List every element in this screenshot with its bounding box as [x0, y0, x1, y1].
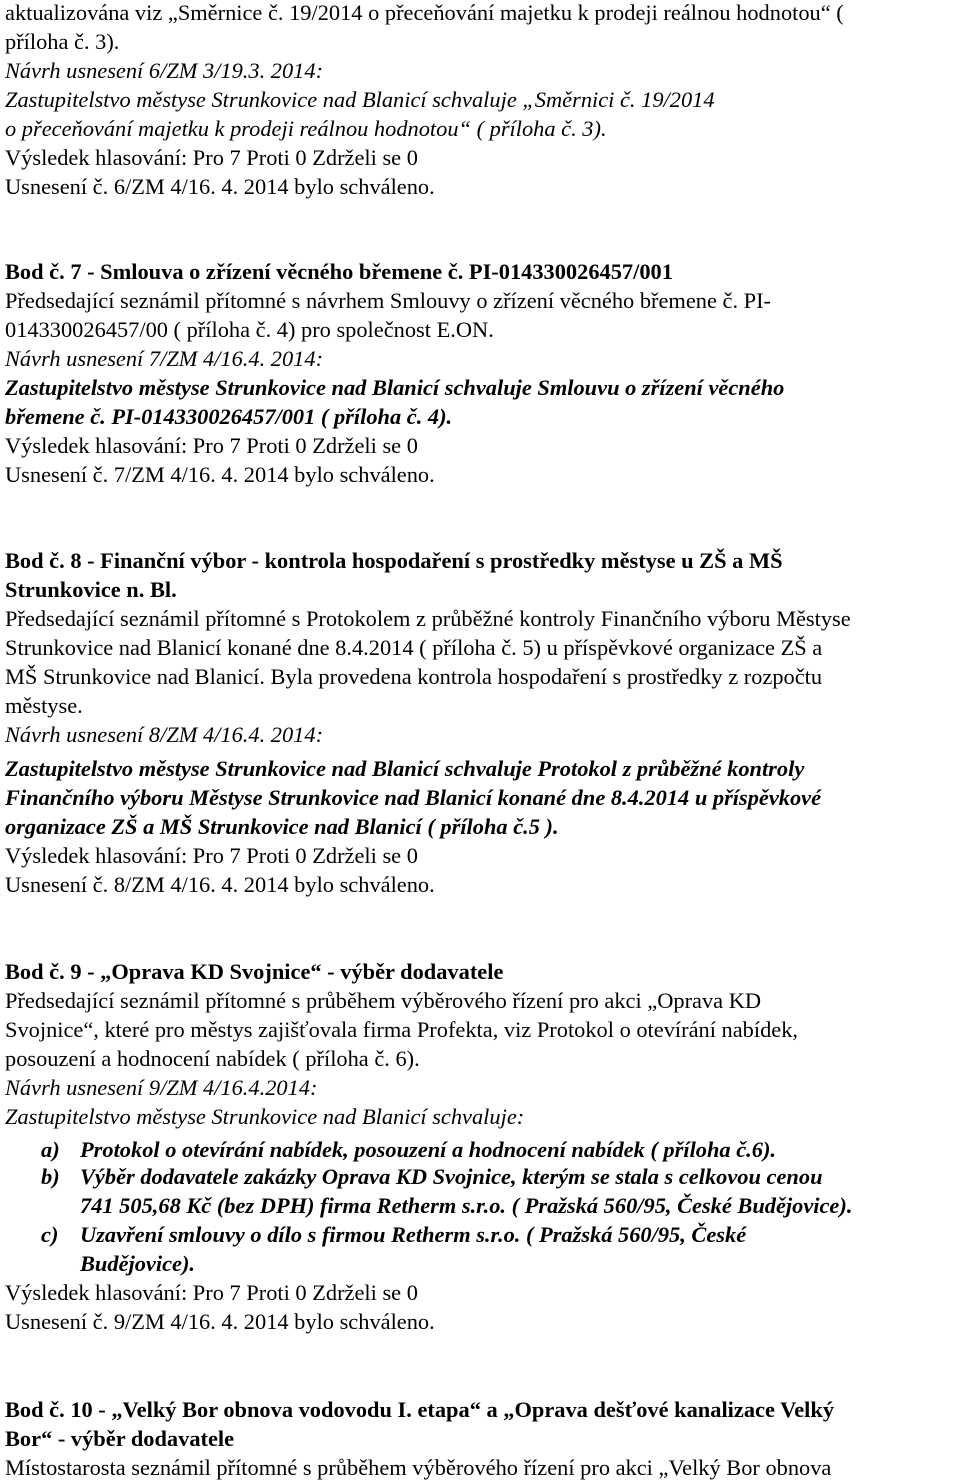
- vote-result: Výsledek hlasování: Pro 7 Proti 0 Zdrželi se 0: [5, 1280, 418, 1305]
- list-item-label: a): [41, 1137, 60, 1162]
- section-heading-bod-8-cont: Strunkovice n. Bl.: [5, 577, 177, 602]
- vote-result: Výsledek hlasování: Pro 7 Proti 0 Zdrželi se 0: [5, 843, 418, 868]
- section-heading-bod-8: Bod č. 8 - Finanční výbor - kontrola hospodaření s prostředky městyse u ZŠ a MŠ: [5, 548, 783, 573]
- section-heading-bod-10-cont: Bor“ - výběr dodavatele: [5, 1426, 235, 1451]
- body-text-line: MŠ Strunkovice nad Blanicí. Byla provedena kontrola hospodaření s prostředky z rozpočtu: [5, 664, 823, 689]
- list-item-text-cont: 741 505,68 Kč (bez DPH) firma Retherm s.r.o. ( Pražská 560/95, České Budějovice).: [80, 1193, 853, 1218]
- resolution-draft-title: Návrh usnesení 6/ZM 3/19.3. 2014:: [5, 58, 324, 83]
- resolution-text-line: Zastupitelstvo městyse Strunkovice nad Blanicí schvaluje „Směrnici č. 19/2014: [5, 87, 715, 112]
- section-heading-bod-9: Bod č. 9 - „Oprava KD Svojnice“ - výběr dodavatele: [5, 959, 504, 984]
- body-text-line: aktualizována viz „Směrnice č. 19/2014 o přeceňování majetku k prodeji reálnou hodnotou“ (: [5, 0, 844, 25]
- resolution-text-line: o přeceňování majetku k prodeji reálnou hodnotou“ ( příloha č. 3).: [5, 116, 607, 141]
- resolution-draft-title: Návrh usnesení 9/ZM 4/16.4.2014:: [5, 1075, 318, 1100]
- resolution-text-line: břemene č. PI-014330026457/001 ( příloha č. 4).: [5, 404, 453, 429]
- list-item-label: c): [41, 1222, 59, 1247]
- body-text-line: posouzení a hodnocení nabídek ( příloha č. 6).: [5, 1046, 420, 1071]
- body-text-line: městyse.: [5, 693, 83, 718]
- list-item-label: b): [41, 1164, 60, 1189]
- resolution-text-line: Zastupitelstvo městyse Strunkovice nad Blanicí schvaluje Protokol z průběžné kontroly: [5, 756, 805, 781]
- vote-result: Výsledek hlasování: Pro 7 Proti 0 Zdrželi se 0: [5, 145, 418, 170]
- resolution-text-line: organizace ZŠ a MŠ Strunkovice nad Blanicí ( příloha č.5 ).: [5, 814, 559, 839]
- resolution-draft-title: Návrh usnesení 8/ZM 4/16.4. 2014:: [5, 722, 324, 747]
- section-heading-bod-10: Bod č. 10 - „Velký Bor obnova vodovodu I. etapa“ a „Oprava dešťové kanalizace Velký: [5, 1397, 835, 1422]
- resolution-draft-title: Návrh usnesení 7/ZM 4/16.4. 2014:: [5, 346, 324, 371]
- resolution-text-line: Zastupitelstvo městyse Strunkovice nad Blanicí schvaluje Smlouvu o zřízení věcného: [5, 375, 785, 400]
- resolution-approved: Usnesení č. 8/ZM 4/16. 4. 2014 bylo schváleno.: [5, 872, 435, 897]
- list-item-text: Protokol o otevírání nabídek, posouzení a hodnocení nabídek ( příloha č.6).: [80, 1137, 777, 1162]
- body-text-line: Předsedající seznámil přítomné s průběhem výběrového řízení pro akci „Oprava KD: [5, 988, 762, 1013]
- resolution-intro: Zastupitelstvo městyse Strunkovice nad Blanicí schvaluje:: [5, 1104, 525, 1129]
- list-item-text: Výběr dodavatele zakázky Oprava KD Svojnice, kterým se stala s celkovou cenou: [80, 1164, 823, 1189]
- resolution-approved: Usnesení č. 7/ZM 4/16. 4. 2014 bylo schváleno.: [5, 462, 435, 487]
- body-text-line: Předsedající seznámil přítomné s návrhem Smlouvy o zřízení věcného břemene č. PI-: [5, 288, 772, 313]
- body-text-line: příloha č. 3).: [5, 29, 120, 54]
- resolution-text-line: Finančního výboru Městyse Strunkovice nad Blanicí konané dne 8.4.2014 u příspěvkové: [5, 785, 822, 810]
- resolution-approved: Usnesení č. 9/ZM 4/16. 4. 2014 bylo schváleno.: [5, 1309, 435, 1334]
- body-text-line: Strunkovice nad Blanicí konané dne 8.4.2014 ( příloha č. 5) u příspěvkové organizace ZŠ a: [5, 635, 823, 660]
- body-text-line: Předsedající seznámil přítomné s Protokolem z průběžné kontroly Finančního výboru Městyse: [5, 606, 851, 631]
- section-heading-bod-7: Bod č. 7 - Smlouva o zřízení věcného břemene č. PI-014330026457/001: [5, 259, 673, 284]
- body-text-line: Svojnice“, které pro městys zajišťovala firma Profekta, viz Protokol o otevírání nabídek,: [5, 1017, 799, 1042]
- list-item-text: Uzavření smlouvy o dílo s firmou Retherm s.r.o. ( Pražská 560/95, České: [80, 1222, 747, 1247]
- body-text-line: 014330026457/00 ( příloha č. 4) pro společnost E.ON.: [5, 317, 494, 342]
- vote-result: Výsledek hlasování: Pro 7 Proti 0 Zdrželi se 0: [5, 433, 418, 458]
- body-text-line: Místostarosta seznámil přítomné s průběhem výběrového řízení pro akci „Velký Bor obnova: [5, 1455, 832, 1480]
- resolution-approved: Usnesení č. 6/ZM 4/16. 4. 2014 bylo schváleno.: [5, 174, 435, 199]
- list-item-text-cont: Budějovice).: [80, 1251, 196, 1276]
